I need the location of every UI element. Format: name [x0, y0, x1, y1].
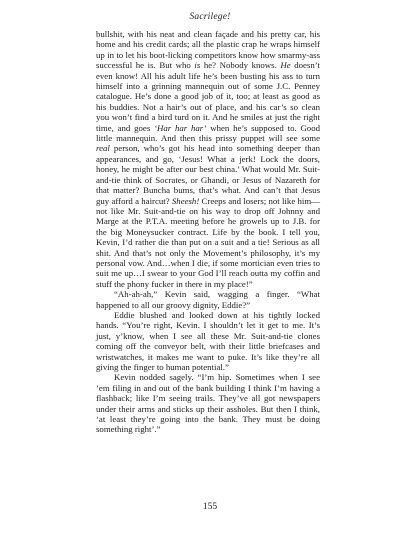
text-run: Creeps and losers; not like him—not like Mr. Suit-and-tie on his way to drop off Johnny and Marge at the P.T.A. meeting before he growels up to J.B. for the big Moneysucker contract. Life by the book. I tell you, Kevin, I’d rather die than put on a suit and a tie! Serious as all shit. And that’s not only the Movement’s philosophy, it’s my personal vow. And…when I die, if some mortician even tries to suit me up…I swear to your God I’ll reach outta my coffin and stuff the phony fucker in there in my place!”: [96, 195, 320, 289]
text-run: person, who’s got his head into something deeper than appearances, and go, ‘Jesus! What a jerk! Lock the doors, honey, he might be after our best china.’ What would Mr. Suit-and-tie think of Socrates, or Ghandi, or Jesus of Nazareth for that matter? Buncha bums, that’s what. And can’t that Jesus guy afford a haircut?: [96, 143, 320, 206]
paragraph: [96, 310, 320, 372]
italic-text: Sheesh!: [171, 195, 200, 206]
running-head: Sacrilege!: [189, 12, 231, 22]
body-text: [96, 29, 320, 435]
page-number: 155: [202, 502, 218, 512]
text-run: “Ah-ah-ah,” Kevin said, wagging a finger. “What happened to all our groovy dignity, Eddie?”: [96, 289, 320, 310]
paragraph: [96, 289, 320, 310]
text-run: Kevin nodded sagely. “I’m hip. Sometimes when I see ’em filing in and out of the bank building I think I’m having a flashback; like I’m seeing trails. They’ve all got newspapers under their arms and sticks up their assholes. But then I think, ‘at least they’re going into the bank. They must be doing something right’.”: [96, 372, 320, 435]
italic-text: He: [280, 60, 291, 71]
text-run: when he’s supposed to. Good little mannequin. And then this prissy puppet will see some: [96, 122, 321, 144]
text-run: Eddie blushed and looked down at his tightly locked hands. “You’re right, Kevin. I shouldn’t let it get to me. It’s just, y’know, when I see all these Mr. Suit-and-tie clones coming off the conveyor belt, with their little briefcases and wristwatches, it makes me want to puke. It’s like they’re all giving the finger to human potential.”: [96, 309, 320, 372]
italic-text: real: [96, 143, 110, 154]
paragraph: [96, 29, 320, 289]
italic-text: ‘Har har har’: [154, 122, 207, 133]
text-run: doesn’t even know! All his adult life he’s been busting his ass to turn himself into a grinning mannequin out of some J.C. Penney catalogue. He’s done a good job of it, too; at least as good as his buddies. Not a hair’s out of place, and his car’s so clean you won’t find a bird turd on it. And he smiles at just the right time, and goes: [96, 60, 320, 133]
italic-text: is: [194, 60, 201, 71]
text-run: he? Nobody knows.: [200, 60, 281, 71]
paragraph: [96, 372, 320, 434]
text-run: bullshit, with his neat and clean façade and his pretty car, his home and his credit cards; all the plastic crap he wraps himself up in to let his boot-licking competitors know how smarmy-ass successful he is. But who: [96, 29, 320, 71]
